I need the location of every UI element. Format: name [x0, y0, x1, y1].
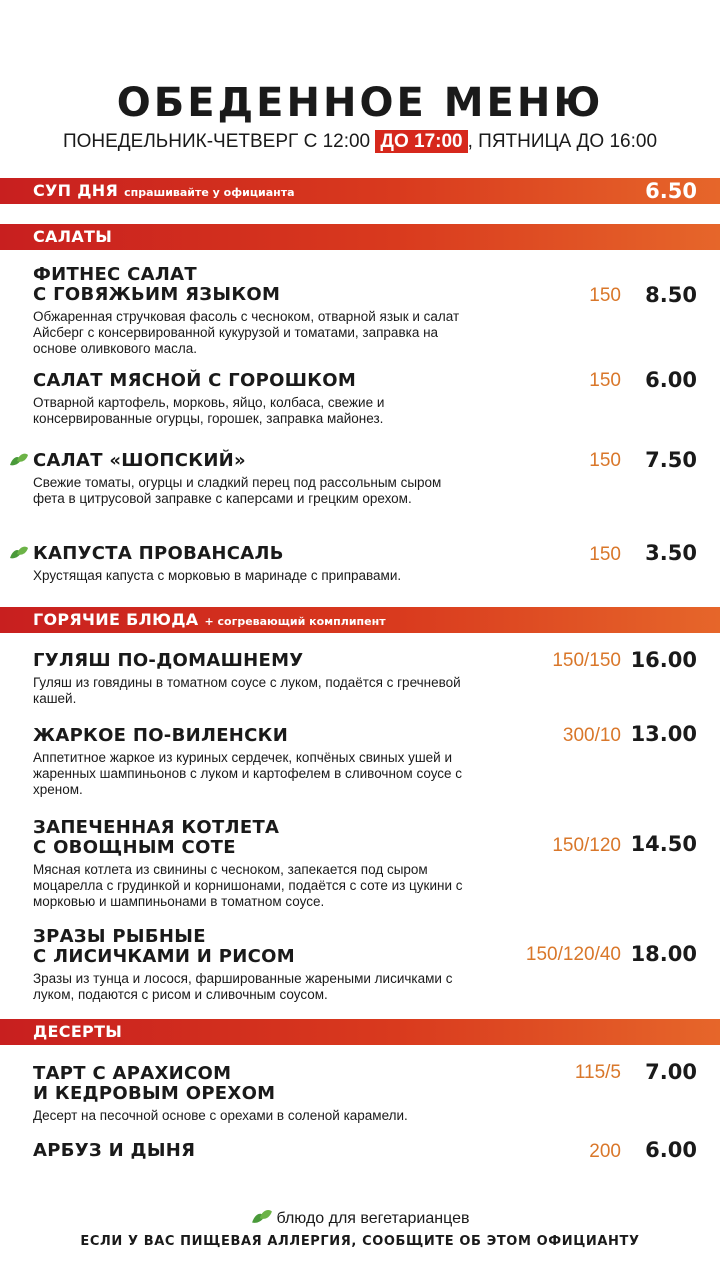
- allergy-notice: ЕСЛИ У ВАС ПИЩЕВАЯ АЛЛЕРГИЯ, СООБЩИТЕ ОБ ЭТОМ ОФИЦИАНТУ: [80, 1234, 640, 1249]
- menu-item-goulash: [33, 651, 473, 707]
- item-weight: 150: [589, 285, 621, 306]
- item-weight: 150/120: [552, 835, 621, 856]
- menu-title: ОБЕДЕННОЕ МЕНЮ: [116, 80, 604, 126]
- soup-note: спрашивайте у официанта: [124, 186, 295, 199]
- item-name: ЖАРКОЕ ПО-ВИЛЕНСКИ: [33, 725, 289, 746]
- menu-item-shopska-salad: [33, 451, 473, 507]
- hours-friday: , ПЯТНИЦА ДО 16:00: [467, 131, 658, 152]
- item-price: 3.50: [645, 541, 697, 565]
- vegetarian-leaf-icon: [9, 452, 29, 468]
- menu-hours: [0, 131, 720, 153]
- item-description: Свежие томаты, огурцы и сладкий перец под рассольным сыром фета в цитрусовой заправке с каперсами и грецким орехом.: [33, 475, 442, 506]
- item-weight: 200: [589, 1141, 621, 1162]
- menu-item-vilnius-roast: [33, 726, 473, 798]
- item-weight: 150/150: [552, 650, 621, 671]
- item-price: 7.50: [645, 448, 697, 472]
- vegetarian-leaf-icon: [9, 545, 29, 561]
- item-name: КАПУСТА ПРОВАНСАЛЬ: [33, 543, 284, 564]
- item-name: АРБУЗ И ДЫНЯ: [33, 1140, 196, 1161]
- item-weight: 150/120/40: [525, 944, 621, 965]
- section-desserts-label: ДЕСЕРТЫ: [33, 1022, 123, 1041]
- menu-item-fish-zrazy: [33, 927, 473, 1003]
- item-description: Обжаренная стручковая фасоль с чесноком, отварной язык и салат Айсберг с консервированной кукурузой и томатами, заправка на основе оливкового масла.: [33, 309, 460, 356]
- item-weight: 150: [589, 370, 621, 391]
- item-name: САЛАТ «ШОПСКИЙ»: [33, 450, 246, 471]
- vegetarian-legend-text: блюдо для вегетарианцев: [276, 1210, 470, 1227]
- item-description: Аппетитное жаркое из куриных сердечек, копчёных свиных ушей и жаренных шампиньонов с луком и картофелем в сливочном соусе с хреном.: [33, 750, 463, 797]
- item-description: Мясная котлета из свинины с чесноком, запекается под сыром моцарелла с грудинкой и корнишонами, подаётся с соте из цукини с морковью и шампиньонами в томатном соусе.: [33, 862, 463, 909]
- item-price: 16.00: [630, 648, 697, 672]
- item-price: 13.00: [630, 722, 697, 746]
- item-name: ФИТНЕС САЛАТ С ГОВЯЖЬИМ ЯЗЫКОМ: [33, 264, 281, 305]
- menu-item-meat-salad: [33, 371, 473, 427]
- item-name: ГУЛЯШ ПО-ДОМАШНЕМУ: [33, 650, 304, 671]
- section-salads: [0, 224, 720, 250]
- menu-item-watermelon-melon: [33, 1141, 473, 1161]
- item-weight: 150: [589, 450, 621, 471]
- item-weight: 115/5: [574, 1062, 621, 1083]
- item-price: 6.00: [645, 1138, 697, 1162]
- item-name: ЗАПЕЧЕННАЯ КОТЛЕТА С ОВОЩНЫМ СОТЕ: [33, 817, 280, 858]
- item-description: Отварной картофель, морковь, яйцо, колбаса, свежие и консервированные огурцы, горошек, заправка майонез.: [33, 395, 385, 426]
- item-name: ТАРТ С АРАХИСОМ И КЕДРОВЫМ ОРЕХОМ: [33, 1063, 276, 1104]
- menu-item-fitness-salad: [33, 265, 473, 357]
- item-description: Гуляш из говядины в томатном соусе с луком, подаётся с гречневой кашей.: [33, 675, 461, 706]
- item-price: 8.50: [645, 283, 697, 307]
- item-price: 7.00: [645, 1060, 697, 1084]
- menu-item-baked-cutlet: [33, 818, 473, 910]
- menu-item-cabbage-provencal: [33, 544, 473, 584]
- item-name: САЛАТ МЯСНОЙ С ГОРОШКОМ: [33, 370, 357, 391]
- item-description: Десерт на песочной основе с орехами в соленой карамели.: [33, 1108, 408, 1123]
- menu-item-peanut-tart: [33, 1064, 473, 1124]
- section-hot-dishes: [0, 607, 720, 633]
- section-salads-label: САЛАТЫ: [33, 227, 113, 246]
- soup-price: 6.50: [645, 179, 697, 203]
- vegetarian-legend: [0, 1208, 720, 1228]
- section-hot-note: + согревающий комплипент: [204, 615, 386, 628]
- item-name: ЗРАЗЫ РЫБНЫЕ С ЛИСИЧКАМИ И РИСОМ: [33, 926, 295, 967]
- hours-start: ПОНЕДЕЛЬНИК-ЧЕТВЕРГ С 12:00: [62, 131, 371, 152]
- item-price: 18.00: [630, 942, 697, 966]
- section-hot-label: ГОРЯЧИЕ БЛЮДА: [33, 610, 199, 629]
- item-description: Хрустящая капуста с морковью в маринаде с приправами.: [33, 568, 402, 583]
- soup-of-day-band: [0, 178, 720, 204]
- hours-highlight: ДО 17:00: [375, 130, 467, 153]
- item-weight: 300/10: [562, 725, 621, 746]
- item-price: 6.00: [645, 368, 697, 392]
- vegetarian-leaf-icon: [251, 1208, 273, 1226]
- item-price: 14.50: [630, 832, 697, 856]
- item-description: Зразы из тунца и лосося, фаршированные жареными лисичками с луком, подаются с рисом и сливочным соусом.: [33, 971, 453, 1002]
- section-desserts: [0, 1019, 720, 1045]
- item-weight: 150: [589, 544, 621, 565]
- soup-label: СУП ДНЯ: [33, 181, 119, 200]
